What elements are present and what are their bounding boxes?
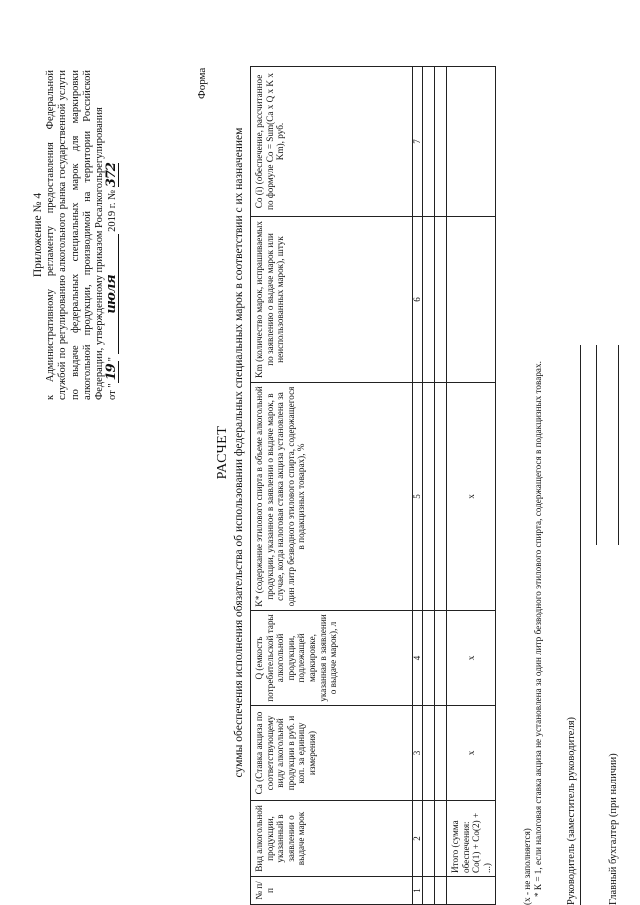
total-cell-alcohol-content: х	[447, 383, 496, 611]
table-header-row	[251, 67, 413, 905]
table-row	[413, 67, 423, 905]
appendix-date-line	[106, 70, 119, 400]
col-header-product-type: Вид алкогольной продукции, указанный в заявлении о выдаче марок	[251, 801, 413, 877]
appendix-title: Приложение № 4	[32, 192, 44, 278]
calculation-table	[250, 66, 496, 905]
table-cell	[435, 67, 447, 217]
col-header-number: № п/п	[251, 877, 413, 905]
total-cell-stamp-count	[447, 217, 496, 383]
col-number-2: 2	[413, 801, 423, 877]
footnotes	[522, 305, 543, 905]
footnote-k-definition: * К = 1, если налоговая ставка акциза не установлена за один литр безводного этилового спирта, содержащегося в подакцизных товарах.	[532, 361, 543, 897]
table-cell	[423, 877, 435, 905]
table-cell	[435, 217, 447, 383]
col-number-7: 7	[413, 67, 423, 217]
table-cell	[423, 383, 435, 611]
col-header-stamp-count: Km (количество марок, испрашиваемых по заявлению о выдаче марок или неиспользованных марок), штук	[251, 217, 413, 383]
table-row	[435, 67, 447, 905]
col-header-capacity: Q (емкость потребительской тары алкогольной продукции, подлежащей маркировке, указанная в заявлении о выдаче марок), л	[251, 611, 413, 706]
total-label: Итого (сумма обеспечения: Со(1) + Со(2) + ...)	[447, 801, 496, 877]
col-header-alcohol-content: K* (содержание этилового спирта в объеме алкогольной продукции, указанное в заявлении о выдаче марок, в случае, когда налоговая ставка акциза установлена за один литр безводного этилового спирта, содержащегося в подакцизных товарах), %	[251, 383, 413, 611]
order-number: 372	[104, 163, 120, 188]
total-cell-capacity: х	[447, 611, 496, 706]
table-row	[423, 67, 435, 905]
col-number-3: 3	[413, 706, 423, 801]
appendix-body: к Административному регламенту предоставления Федеральной службой по регулированию алкогольного рынка государственной услуги по выдаче федеральных специальных марок для маркировки алкогольной продукции, производимой на территории Российской Федерации, утвержденному приказом Росалкогольрегулирования	[45, 70, 106, 400]
form-label: Форма	[196, 67, 208, 99]
total-cell-security-amount	[447, 67, 496, 217]
date-year-label: 2019 г. №	[107, 189, 119, 232]
date-month: июля	[106, 234, 119, 354]
table-cell	[435, 877, 447, 905]
total-cell-number	[447, 877, 496, 905]
signature-head-label: Руководитель (заместитель руководителя)	[566, 716, 577, 905]
col-number-5: 5	[413, 383, 423, 611]
col-header-security-amount: Co (i) (обеспечение, рассчитанное по формуле Co = Sum(Ca x Q x K x Km), руб.	[251, 67, 413, 217]
signature-accountant-line	[618, 345, 619, 545]
table-cell	[435, 611, 447, 706]
total-cell-excise-rate: х	[447, 706, 496, 801]
col-number-4: 4	[413, 611, 423, 706]
signature-head-line	[580, 345, 581, 905]
col-header-excise-rate: Са (Ставка акциза по соответствующему виду алкогольной продукции в руб. и коп. за единицу измерения)	[251, 706, 413, 801]
table-cell	[435, 383, 447, 611]
col-number-6: 6	[413, 217, 423, 383]
table-cell	[435, 706, 447, 801]
document-title: РАСЧЕТ	[215, 425, 230, 480]
appendix-header	[32, 70, 119, 400]
table-cell	[423, 706, 435, 801]
signature-accountant-label: Главный бухгалтер (при наличии)	[608, 753, 619, 905]
col-number-1: 1	[413, 877, 423, 905]
signature-head-sign-line	[596, 345, 597, 545]
total-row	[447, 67, 496, 905]
date-from-label: от "	[107, 383, 119, 400]
date-day: 19	[106, 361, 119, 383]
table-cell	[423, 801, 435, 877]
table-cell	[423, 611, 435, 706]
table-cell	[423, 67, 435, 217]
date-quote: "	[107, 357, 119, 362]
footnote-not-filled: (х - не заполняется)	[522, 828, 532, 905]
table-cell	[435, 801, 447, 877]
document-subtitle: суммы обеспечения исполнения обязательства об использовании федеральных специальных марок в соответствии с их назначением	[233, 127, 245, 778]
table-cell	[423, 217, 435, 383]
